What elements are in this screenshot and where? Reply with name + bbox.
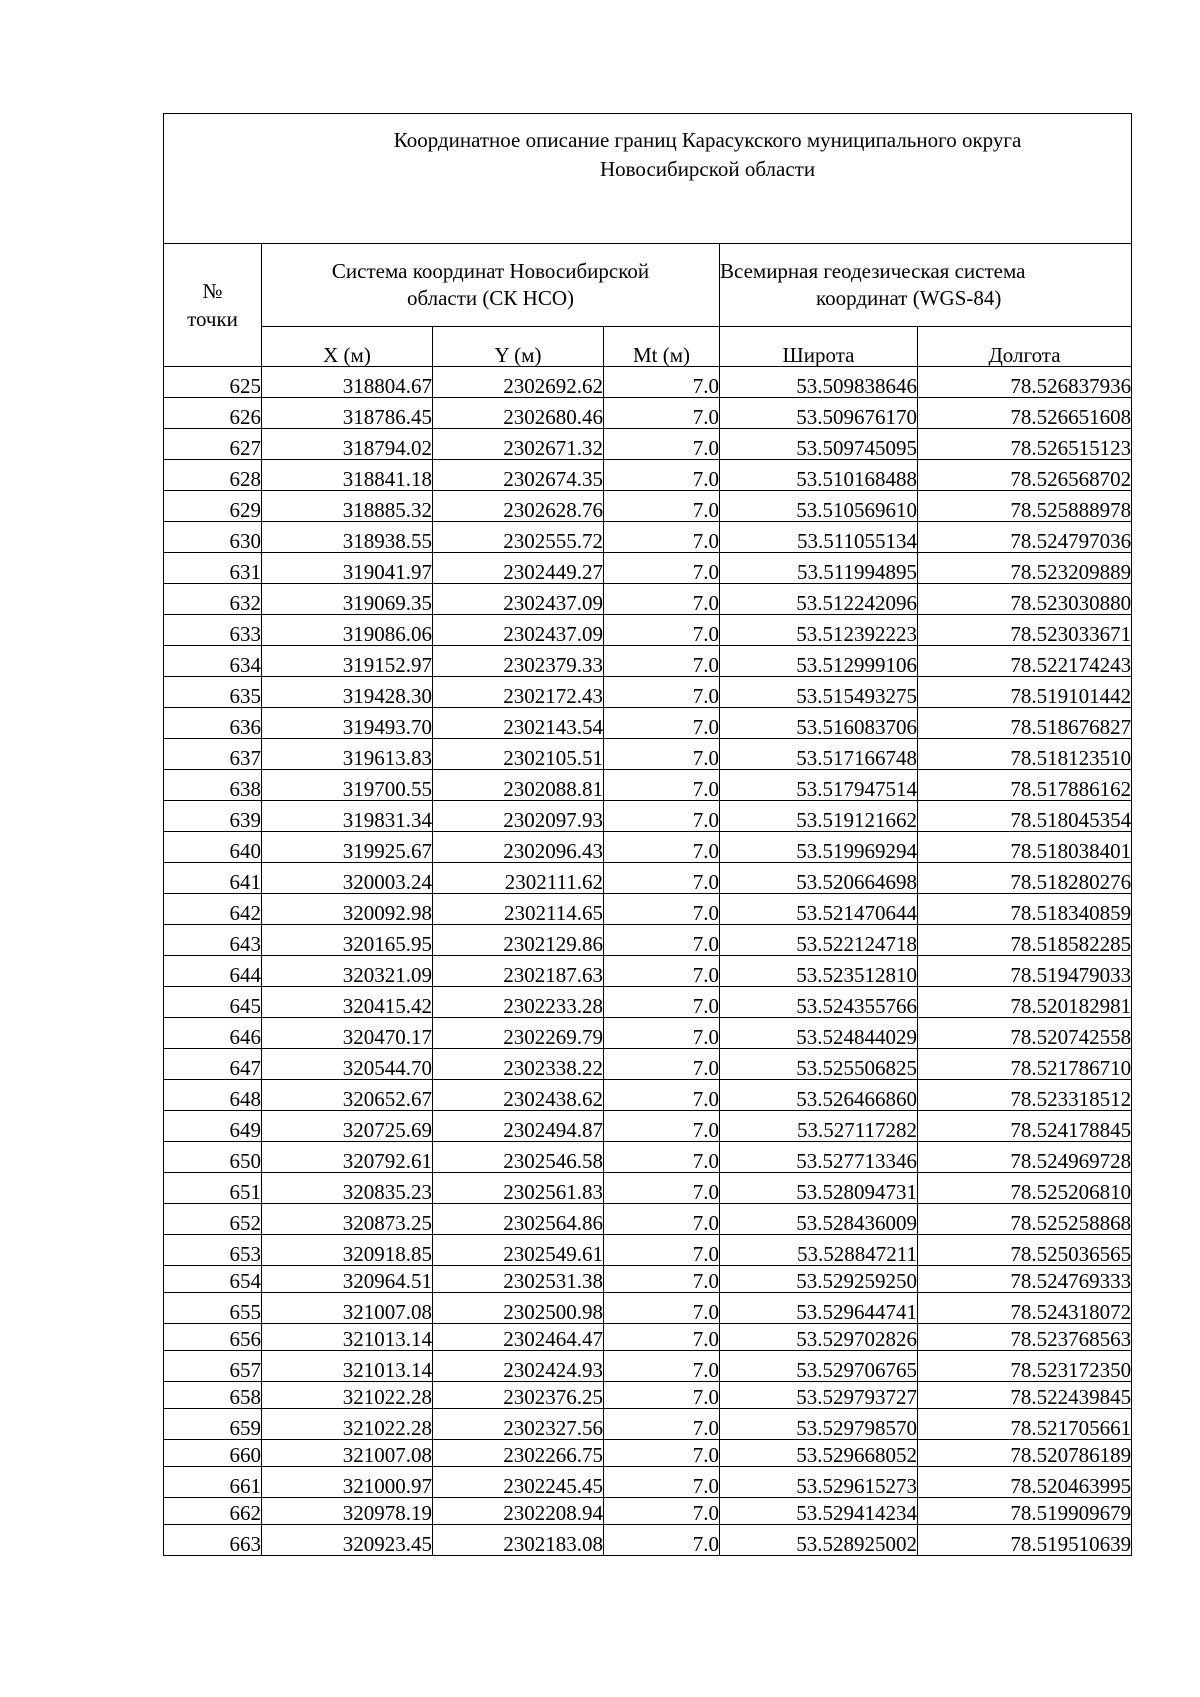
- nso-header-line-2: области (СК НСО): [406, 286, 575, 310]
- longitude-value: 78.518676827: [918, 708, 1132, 739]
- y-value: 2302438.62: [433, 1080, 604, 1111]
- latitude-value: 53.519969294: [720, 832, 918, 863]
- y-value: 2302245.45: [433, 1467, 604, 1498]
- mt-value: 7.0: [604, 429, 720, 460]
- mt-value: 7.0: [604, 553, 720, 584]
- latitude-value: 53.529615273: [720, 1467, 918, 1498]
- table-row: [164, 677, 1132, 708]
- x-value: 321007.08: [262, 1440, 433, 1467]
- y-value: 2302088.81: [433, 770, 604, 801]
- table-row: [164, 615, 1132, 646]
- table-row: [164, 491, 1132, 522]
- column-header-y: Y (м): [433, 327, 604, 367]
- point-number: 661: [164, 1467, 262, 1498]
- table-row: [164, 1018, 1132, 1049]
- longitude-value: 78.526651608: [918, 398, 1132, 429]
- point-number: 642: [164, 894, 262, 925]
- longitude-value: 78.522174243: [918, 646, 1132, 677]
- x-value: 320964.51: [262, 1266, 433, 1293]
- x-value: 320918.85: [262, 1235, 433, 1266]
- title-line-1: Координатное описание границ Карасукского муниципального округа: [393, 128, 1022, 152]
- longitude-value: 78.524178845: [918, 1111, 1132, 1142]
- point-number: 650: [164, 1142, 262, 1173]
- table-row: [164, 863, 1132, 894]
- latitude-value: 53.529414234: [720, 1498, 918, 1525]
- y-value: 2302555.72: [433, 522, 604, 553]
- table-row: [164, 1049, 1132, 1080]
- table-row: [164, 770, 1132, 801]
- point-number: 628: [164, 460, 262, 491]
- x-value: 318794.02: [262, 429, 433, 460]
- x-value: 321007.08: [262, 1293, 433, 1324]
- column-header-mt: Mt (м): [604, 327, 720, 367]
- longitude-value: 78.522439845: [918, 1382, 1132, 1409]
- mt-value: 7.0: [604, 1204, 720, 1235]
- mt-value: 7.0: [604, 1018, 720, 1049]
- table-row: [164, 1266, 1132, 1293]
- mt-value: 7.0: [604, 770, 720, 801]
- point-number: 627: [164, 429, 262, 460]
- point-number: 662: [164, 1498, 262, 1525]
- point-number: 631: [164, 553, 262, 584]
- longitude-value: 78.519101442: [918, 677, 1132, 708]
- point-number: 656: [164, 1324, 262, 1351]
- y-value: 2302129.86: [433, 925, 604, 956]
- y-value: 2302327.56: [433, 1409, 604, 1440]
- table-row: [164, 832, 1132, 863]
- latitude-value: 53.526466860: [720, 1080, 918, 1111]
- latitude-value: 53.528094731: [720, 1173, 918, 1204]
- wgs-header-line-2: координат (WGS-84): [816, 286, 1002, 310]
- y-value: 2302692.62: [433, 367, 604, 398]
- point-number-header: [164, 244, 262, 367]
- longitude-value: 78.518280276: [918, 863, 1132, 894]
- x-value: 320725.69: [262, 1111, 433, 1142]
- y-value: 2302187.63: [433, 956, 604, 987]
- x-value: 319069.35: [262, 584, 433, 615]
- latitude-value: 53.523512810: [720, 956, 918, 987]
- wgs84-system-header: [720, 244, 1132, 327]
- table-row: [164, 553, 1132, 584]
- y-value: 2302114.65: [433, 894, 604, 925]
- table-row: [164, 460, 1132, 491]
- mt-value: 7.0: [604, 1235, 720, 1266]
- latitude-value: 53.512999106: [720, 646, 918, 677]
- latitude-value: 53.512392223: [720, 615, 918, 646]
- y-value: 2302674.35: [433, 460, 604, 491]
- table-body: [164, 367, 1132, 1556]
- longitude-value: 78.519479033: [918, 956, 1132, 987]
- table-row: [164, 398, 1132, 429]
- x-value: 320835.23: [262, 1173, 433, 1204]
- latitude-value: 53.527713346: [720, 1142, 918, 1173]
- latitude-value: 53.529259250: [720, 1266, 918, 1293]
- y-value: 2302500.98: [433, 1293, 604, 1324]
- x-value: 319041.97: [262, 553, 433, 584]
- longitude-value: 78.521786710: [918, 1049, 1132, 1080]
- x-value: 320544.70: [262, 1049, 433, 1080]
- latitude-value: 53.511055134: [720, 522, 918, 553]
- longitude-value: 78.518045354: [918, 801, 1132, 832]
- y-value: 2302376.25: [433, 1382, 604, 1409]
- longitude-value: 78.524969728: [918, 1142, 1132, 1173]
- x-value: 321022.28: [262, 1382, 433, 1409]
- point-number: 638: [164, 770, 262, 801]
- x-value: 318885.32: [262, 491, 433, 522]
- y-value: 2302564.86: [433, 1204, 604, 1235]
- y-value: 2302464.47: [433, 1324, 604, 1351]
- latitude-value: 53.524355766: [720, 987, 918, 1018]
- longitude-value: 78.518340859: [918, 894, 1132, 925]
- latitude-value: 53.524844029: [720, 1018, 918, 1049]
- x-value: 319700.55: [262, 770, 433, 801]
- x-value: 321013.14: [262, 1324, 433, 1351]
- longitude-value: 78.518038401: [918, 832, 1132, 863]
- column-header-longitude: Долгота: [918, 327, 1132, 367]
- table-row: [164, 1293, 1132, 1324]
- latitude-value: 53.528436009: [720, 1204, 918, 1235]
- coordinates-table: [163, 113, 1132, 1556]
- table-row: [164, 708, 1132, 739]
- point-number: 658: [164, 1382, 262, 1409]
- title-line-2: Новосибирской области: [599, 157, 816, 181]
- table-row: [164, 1111, 1132, 1142]
- latitude-value: 53.529668052: [720, 1440, 918, 1467]
- mt-value: 7.0: [604, 1382, 720, 1409]
- point-number: 660: [164, 1440, 262, 1467]
- y-value: 2302266.75: [433, 1440, 604, 1467]
- x-value: 318938.55: [262, 522, 433, 553]
- mt-value: 7.0: [604, 1351, 720, 1382]
- longitude-value: 78.520742558: [918, 1018, 1132, 1049]
- x-value: 320092.98: [262, 894, 433, 925]
- y-value: 2302379.33: [433, 646, 604, 677]
- point-number: 630: [164, 522, 262, 553]
- x-value: 320923.45: [262, 1525, 433, 1556]
- document-title: [164, 114, 1132, 244]
- mt-value: 7.0: [604, 1440, 720, 1467]
- point-number: 629: [164, 491, 262, 522]
- longitude-value: 78.526515123: [918, 429, 1132, 460]
- mt-value: 7.0: [604, 863, 720, 894]
- table-row: [164, 646, 1132, 677]
- longitude-value: 78.523030880: [918, 584, 1132, 615]
- y-value: 2302680.46: [433, 398, 604, 429]
- x-value: 319428.30: [262, 677, 433, 708]
- latitude-value: 53.525506825: [720, 1049, 918, 1080]
- latitude-value: 53.520664698: [720, 863, 918, 894]
- latitude-value: 53.510168488: [720, 460, 918, 491]
- latitude-value: 53.522124718: [720, 925, 918, 956]
- x-value: 319086.06: [262, 615, 433, 646]
- longitude-value: 78.521705661: [918, 1409, 1132, 1440]
- longitude-value: 78.520463995: [918, 1467, 1132, 1498]
- latitude-value: 53.529702826: [720, 1324, 918, 1351]
- mt-value: 7.0: [604, 615, 720, 646]
- latitude-value: 53.509838646: [720, 367, 918, 398]
- x-value: 320415.42: [262, 987, 433, 1018]
- nso-header-line-1: Система координат Новосибирской: [331, 259, 650, 283]
- table-row: [164, 584, 1132, 615]
- wgs-header-line-1: Всемирная геодезическая система: [720, 259, 1026, 283]
- x-value: 320165.95: [262, 925, 433, 956]
- x-value: 319831.34: [262, 801, 433, 832]
- point-number: 654: [164, 1266, 262, 1293]
- mt-value: 7.0: [604, 1525, 720, 1556]
- mt-value: 7.0: [604, 1142, 720, 1173]
- longitude-value: 78.519510639: [918, 1525, 1132, 1556]
- point-number: 651: [164, 1173, 262, 1204]
- table-row: [164, 1525, 1132, 1556]
- table-row: [164, 1324, 1132, 1351]
- point-number: 639: [164, 801, 262, 832]
- x-value: 320978.19: [262, 1498, 433, 1525]
- latitude-value: 53.512242096: [720, 584, 918, 615]
- mt-value: 7.0: [604, 925, 720, 956]
- y-value: 2302172.43: [433, 677, 604, 708]
- x-value: 321013.14: [262, 1351, 433, 1382]
- latitude-value: 53.515493275: [720, 677, 918, 708]
- x-value: 319613.83: [262, 739, 433, 770]
- table-row: [164, 1142, 1132, 1173]
- table-row: [164, 1440, 1132, 1467]
- point-number: 646: [164, 1018, 262, 1049]
- y-value: 2302437.09: [433, 584, 604, 615]
- mt-value: 7.0: [604, 1173, 720, 1204]
- longitude-value: 78.525036565: [918, 1235, 1132, 1266]
- latitude-value: 53.510569610: [720, 491, 918, 522]
- latitude-value: 53.519121662: [720, 801, 918, 832]
- x-value: 319152.97: [262, 646, 433, 677]
- y-value: 2302269.79: [433, 1018, 604, 1049]
- point-header-line-1: №: [202, 279, 223, 303]
- mt-value: 7.0: [604, 1111, 720, 1142]
- x-value: 320792.61: [262, 1142, 433, 1173]
- longitude-value: 78.520182981: [918, 987, 1132, 1018]
- mt-value: 7.0: [604, 801, 720, 832]
- table-row: [164, 739, 1132, 770]
- table-row: [164, 1467, 1132, 1498]
- table-row: [164, 894, 1132, 925]
- latitude-value: 53.529706765: [720, 1351, 918, 1382]
- mt-value: 7.0: [604, 1266, 720, 1293]
- table-row: [164, 987, 1132, 1018]
- mt-value: 7.0: [604, 832, 720, 863]
- point-number: 649: [164, 1111, 262, 1142]
- latitude-value: 53.529644741: [720, 1293, 918, 1324]
- point-number: 657: [164, 1351, 262, 1382]
- y-value: 2302671.32: [433, 429, 604, 460]
- x-value: 321000.97: [262, 1467, 433, 1498]
- latitude-value: 53.529793727: [720, 1382, 918, 1409]
- mt-value: 7.0: [604, 1049, 720, 1080]
- mt-value: 7.0: [604, 398, 720, 429]
- point-number: 648: [164, 1080, 262, 1111]
- mt-value: 7.0: [604, 1080, 720, 1111]
- x-value: 318786.45: [262, 398, 433, 429]
- latitude-value: 53.528847211: [720, 1235, 918, 1266]
- longitude-value: 78.517886162: [918, 770, 1132, 801]
- y-value: 2302143.54: [433, 708, 604, 739]
- mt-value: 7.0: [604, 708, 720, 739]
- latitude-value: 53.509745095: [720, 429, 918, 460]
- longitude-value: 78.524318072: [918, 1293, 1132, 1324]
- table-row: [164, 367, 1132, 398]
- table-row: [164, 1235, 1132, 1266]
- point-header-line-2: точки: [187, 307, 238, 331]
- mt-value: 7.0: [604, 1293, 720, 1324]
- y-value: 2302111.62: [433, 863, 604, 894]
- point-number: 644: [164, 956, 262, 987]
- latitude-value: 53.509676170: [720, 398, 918, 429]
- x-value: 320003.24: [262, 863, 433, 894]
- longitude-value: 78.520786189: [918, 1440, 1132, 1467]
- x-value: 319493.70: [262, 708, 433, 739]
- longitude-value: 78.525258868: [918, 1204, 1132, 1235]
- longitude-value: 78.525888978: [918, 491, 1132, 522]
- latitude-value: 53.516083706: [720, 708, 918, 739]
- mt-value: 7.0: [604, 367, 720, 398]
- column-header-latitude: Широта: [720, 327, 918, 367]
- y-value: 2302546.58: [433, 1142, 604, 1173]
- table-row: [164, 429, 1132, 460]
- longitude-value: 78.523768563: [918, 1324, 1132, 1351]
- point-number: 659: [164, 1409, 262, 1440]
- point-number: 635: [164, 677, 262, 708]
- y-value: 2302233.28: [433, 987, 604, 1018]
- latitude-value: 53.528925002: [720, 1525, 918, 1556]
- longitude-value: 78.523318512: [918, 1080, 1132, 1111]
- table-row: [164, 1080, 1132, 1111]
- mt-value: 7.0: [604, 987, 720, 1018]
- mt-value: 7.0: [604, 1498, 720, 1525]
- longitude-value: 78.523033671: [918, 615, 1132, 646]
- longitude-value: 78.526568702: [918, 460, 1132, 491]
- y-value: 2302494.87: [433, 1111, 604, 1142]
- point-number: 647: [164, 1049, 262, 1080]
- point-number: 655: [164, 1293, 262, 1324]
- table-row: [164, 1498, 1132, 1525]
- point-number: 633: [164, 615, 262, 646]
- y-value: 2302183.08: [433, 1525, 604, 1556]
- x-value: 319925.67: [262, 832, 433, 863]
- y-value: 2302338.22: [433, 1049, 604, 1080]
- longitude-value: 78.523209889: [918, 553, 1132, 584]
- mt-value: 7.0: [604, 1409, 720, 1440]
- mt-value: 7.0: [604, 584, 720, 615]
- latitude-value: 53.517947514: [720, 770, 918, 801]
- table-row: [164, 801, 1132, 832]
- mt-value: 7.0: [604, 1324, 720, 1351]
- mt-value: 7.0: [604, 956, 720, 987]
- longitude-value: 78.518123510: [918, 739, 1132, 770]
- y-value: 2302097.93: [433, 801, 604, 832]
- y-value: 2302561.83: [433, 1173, 604, 1204]
- y-value: 2302449.27: [433, 553, 604, 584]
- x-value: 321022.28: [262, 1409, 433, 1440]
- point-number: 626: [164, 398, 262, 429]
- point-number: 636: [164, 708, 262, 739]
- y-value: 2302208.94: [433, 1498, 604, 1525]
- longitude-value: 78.519909679: [918, 1498, 1132, 1525]
- latitude-value: 53.529798570: [720, 1409, 918, 1440]
- point-number: 637: [164, 739, 262, 770]
- nso-system-header: [262, 244, 720, 327]
- mt-value: 7.0: [604, 460, 720, 491]
- latitude-value: 53.511994895: [720, 553, 918, 584]
- table-row: [164, 1204, 1132, 1235]
- longitude-value: 78.518582285: [918, 925, 1132, 956]
- point-number: 652: [164, 1204, 262, 1235]
- y-value: 2302549.61: [433, 1235, 604, 1266]
- mt-value: 7.0: [604, 491, 720, 522]
- x-value: 320470.17: [262, 1018, 433, 1049]
- longitude-value: 78.525206810: [918, 1173, 1132, 1204]
- mt-value: 7.0: [604, 522, 720, 553]
- x-value: 318804.67: [262, 367, 433, 398]
- point-number: 645: [164, 987, 262, 1018]
- mt-value: 7.0: [604, 677, 720, 708]
- point-number: 653: [164, 1235, 262, 1266]
- point-number: 643: [164, 925, 262, 956]
- mt-value: 7.0: [604, 739, 720, 770]
- table-row: [164, 925, 1132, 956]
- longitude-value: 78.526837936: [918, 367, 1132, 398]
- longitude-value: 78.523172350: [918, 1351, 1132, 1382]
- table-row: [164, 956, 1132, 987]
- table-row: [164, 522, 1132, 553]
- mt-value: 7.0: [604, 646, 720, 677]
- longitude-value: 78.524797036: [918, 522, 1132, 553]
- table-row: [164, 1173, 1132, 1204]
- point-number: 641: [164, 863, 262, 894]
- point-number: 640: [164, 832, 262, 863]
- point-number: 625: [164, 367, 262, 398]
- point-number: 663: [164, 1525, 262, 1556]
- column-header-x: X (м): [262, 327, 433, 367]
- mt-value: 7.0: [604, 894, 720, 925]
- y-value: 2302628.76: [433, 491, 604, 522]
- mt-value: 7.0: [604, 1467, 720, 1498]
- x-value: 320652.67: [262, 1080, 433, 1111]
- table-row: [164, 1351, 1132, 1382]
- latitude-value: 53.517166748: [720, 739, 918, 770]
- y-value: 2302096.43: [433, 832, 604, 863]
- point-number: 634: [164, 646, 262, 677]
- y-value: 2302531.38: [433, 1266, 604, 1293]
- y-value: 2302437.09: [433, 615, 604, 646]
- longitude-value: 78.524769333: [918, 1266, 1132, 1293]
- x-value: 318841.18: [262, 460, 433, 491]
- x-value: 320321.09: [262, 956, 433, 987]
- x-value: 320873.25: [262, 1204, 433, 1235]
- point-number: 632: [164, 584, 262, 615]
- y-value: 2302424.93: [433, 1351, 604, 1382]
- latitude-value: 53.521470644: [720, 894, 918, 925]
- table-row: [164, 1382, 1132, 1409]
- y-value: 2302105.51: [433, 739, 604, 770]
- latitude-value: 53.527117282: [720, 1111, 918, 1142]
- table-row: [164, 1409, 1132, 1440]
